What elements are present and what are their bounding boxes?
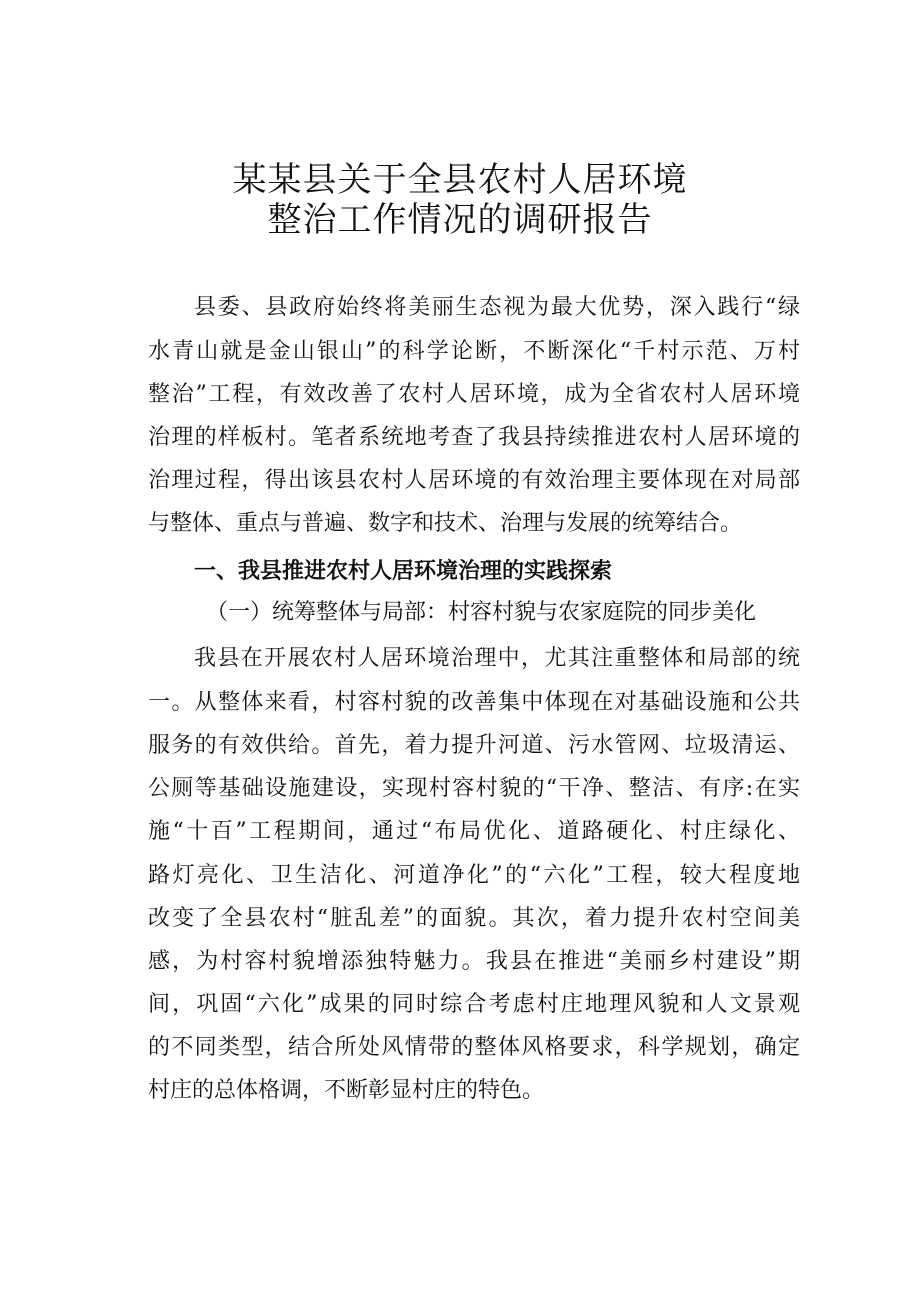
body-paragraph-line: 一。从整体来看，村容村貌的改善集中体现在对基础设施和公共	[148, 690, 800, 715]
body-paragraph-line: 路灯亮化、卫生洁化、河道净化”的“六化”工程，较大程度地	[148, 863, 800, 888]
subsection-heading: （一）统筹整体与局部：村容村貌与农家庭院的同步美化	[206, 600, 757, 625]
body-paragraph-line: 间，巩固“六化”成果的同时综合考虑村庄地理风貌和人文景观	[148, 992, 800, 1017]
intro-paragraph-line: 治理的样板村。笔者系统地考查了我县持续推进农村人居环境的	[148, 425, 800, 450]
intro-paragraph-line: 治理过程，得出该县农村人居环境的有效治理主要体现在对局部	[148, 468, 800, 493]
intro-paragraph-line: 水青山就是金山银山”的科学论断，不断深化“千村示范、万村	[148, 339, 800, 364]
body-paragraph-line: 村庄的总体格调，不断彰显村庄的特色。	[148, 1078, 545, 1103]
body-paragraph-line: 服务的有效供给。首先，着力提升河道、污水管网、垃圾清运、	[148, 733, 800, 758]
document-title-line-1: 某某县关于全县农村人居环境	[232, 160, 688, 200]
body-paragraph-line: 我县在开展农村人居环境治理中，尤其注重整体和局部的统	[194, 646, 800, 671]
body-paragraph-line: 施“十百”工程期间，通过“布局优化、道路硬化、村庄绿化、	[148, 819, 800, 844]
intro-paragraph-line: 县委、县政府始终将美丽生态视为最大优势，深入践行“绿	[194, 295, 800, 320]
intro-paragraph-line: 与整体、重点与普遍、数字和技术、治理与发展的统筹结合。	[148, 511, 743, 536]
body-paragraph-line: 的不同类型，结合所处风情带的整体风格要求，科学规划，确定	[148, 1035, 800, 1060]
section-heading: 一、我县推进农村人居环境治理的实践探索	[194, 559, 613, 584]
body-paragraph-line: 感，为村容村貌增添独特魅力。我县在推进“美丽乡村建设”期	[148, 949, 800, 974]
document-title-line-2: 整治工作情况的调研报告	[267, 200, 653, 240]
body-paragraph-line: 改变了全县农村“脏乱差”的面貌。其次，着力提升农村空间美	[148, 906, 800, 931]
body-paragraph-line: 公厕等基础设施建设，实现村容村貌的“干净、整洁、有序:在实	[148, 776, 800, 801]
intro-paragraph-line: 整治”工程，有效改善了农村人居环境，成为全省农村人居环境	[148, 382, 800, 407]
